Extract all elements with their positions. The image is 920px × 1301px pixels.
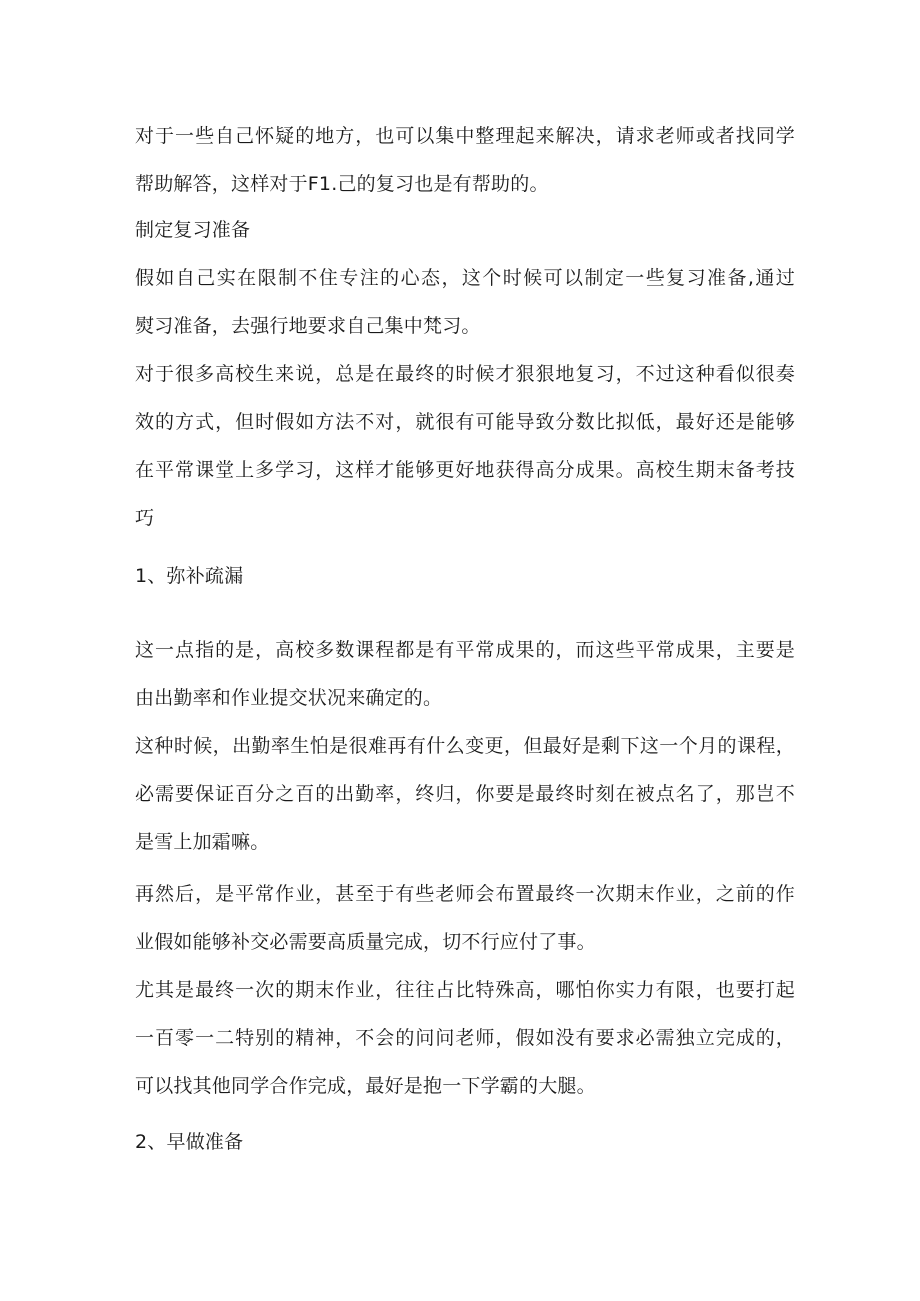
text-line: 尤其是最终一次的期末作业，往往占比特殊高，哪怕你实力有限，也要打起	[135, 979, 795, 1001]
text-line: 可以找其他同学合作完成，最好是抱一下学霸的大腿。	[135, 1075, 596, 1097]
text-line: 熨习准备，去强行地要求自己集中梵习。	[135, 315, 481, 337]
section-heading-plan	[135, 206, 795, 254]
text-line: 巧	[135, 507, 155, 529]
heading-text: 制定复习准备	[135, 219, 251, 241]
text-line: 对于很多高校生来说，总是在最终的时候才狠狠地复习，不过这种看似很奏	[135, 363, 795, 385]
text-line: 在平常课堂上多学习，这样才能够更好地获得高分成果。高校生期末备考技	[135, 459, 795, 481]
text-line: 这一点指的是，高校多数课程都是有平常成果的，而这些平常成果，主要是	[135, 639, 795, 661]
text-line: 假如自己实在限制不住专注的心态，这个时候可以制定一些复习准备,通过	[135, 267, 795, 289]
paragraph-regular-scores	[135, 626, 795, 722]
text-line: 是雪上加霜嘛。	[135, 831, 270, 853]
text-line: 对于一些自己怀疑的地方，也可以集中整理起来解决，请求老师或者找同学	[135, 125, 795, 147]
heading-text: 1、弥补疏漏	[135, 565, 244, 587]
text-line: 这种时候，出勤率生怕是很难再有什么变更，但最好是剩下这一个月的课程，	[135, 735, 795, 757]
heading-text: 2、早做准备	[135, 1131, 244, 1153]
paragraph-final-homework	[135, 966, 795, 1110]
paragraph-attendance	[135, 722, 795, 866]
paragraph-doubts	[135, 112, 795, 208]
text-line: 由出勤率和作业提交状况来确定的。	[135, 687, 443, 709]
text-line: 一百零一二特别的精神，不会的问问老师，假如没有要求必需独立完成的，	[135, 1027, 795, 1049]
paragraph-plan	[135, 254, 795, 350]
text-line: 必需要保证百分之百的出勤率，终归，你要是最终时刻在被点名了，那岂不	[135, 783, 795, 805]
text-line: 再然后，是平常作业，甚至于有些老师会布置最终一次期末作业，之前的作	[135, 883, 795, 905]
section-heading-1	[135, 552, 795, 600]
paragraph-homework	[135, 870, 795, 966]
paragraph-last-minute	[135, 350, 795, 542]
section-heading-2	[135, 1118, 795, 1166]
text-line: 帮助解答，这样对于F1.己的复习也是有帮助的。	[135, 173, 549, 195]
text-line: 业假如能够补交必需要高质量完成，切不行应付了事。	[135, 931, 596, 953]
text-line: 效的方式，但时假如方法不对，就很有可能导致分数比拟低，最好还是能够	[135, 411, 795, 433]
